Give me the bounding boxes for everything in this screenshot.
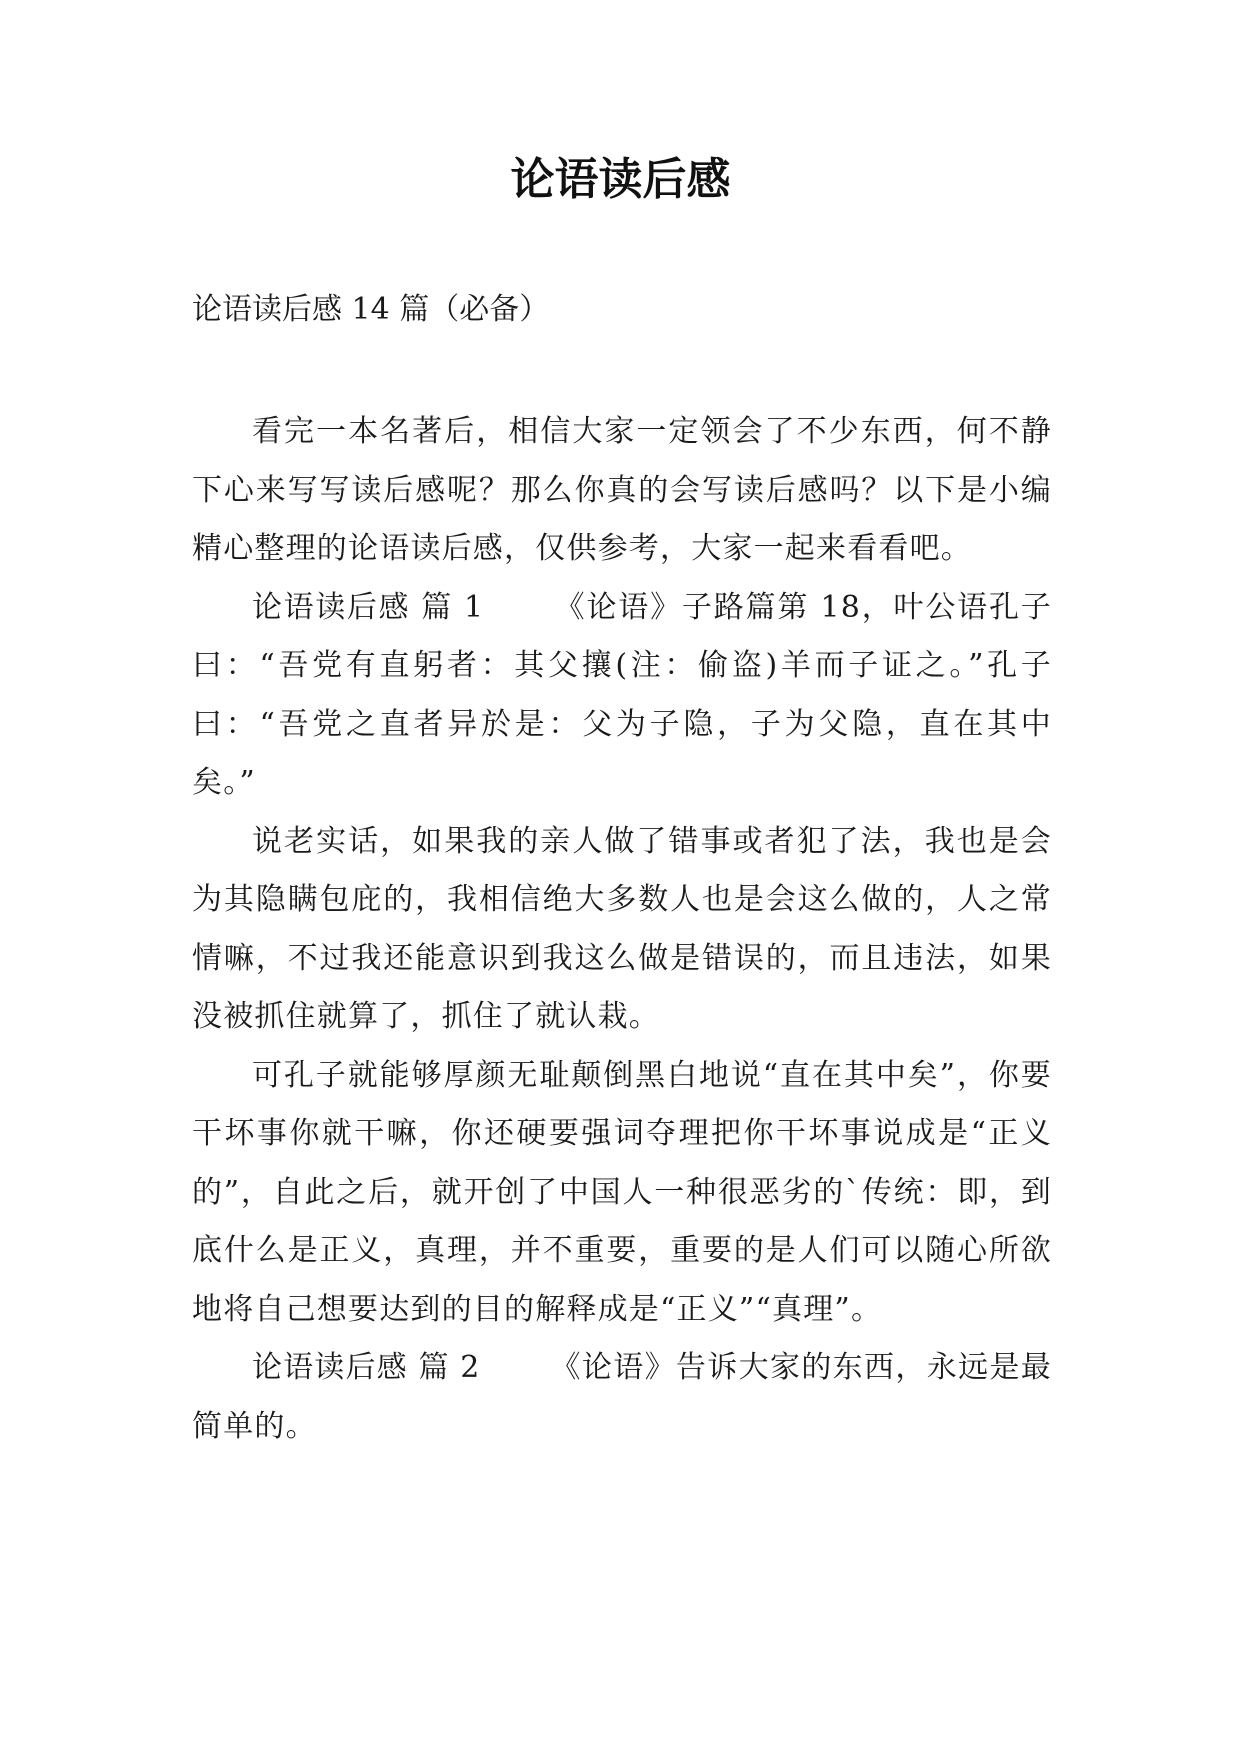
paragraph-body: [192, 1047, 1052, 1340]
paragraph-text: 《论语》子路篇第 18，叶公语孔子曰：“吾党有直躬者：其父攘(注：偷盗)羊而子证之。”孔子曰：“吾党之直者异於是：父为子隐，子为父隐，直在其中矣。”: [192, 589, 1052, 800]
paragraph-intro: [192, 403, 1052, 579]
paragraph-text: 说老实话，如果我的亲人做了错事或者犯了法，我也是会为其隐瞒包庇的，我相信绝大多数人也是会这么做的，人之常情嘛，不过我还能意识到我这么做是错误的，而且违法，如果没被抓住就算了，抓住了就认栽。: [192, 823, 1052, 1034]
section-heading: 论语读后感 篇 2: [252, 1350, 481, 1385]
document-subtitle: 论语读后感 14 篇（必备）: [192, 292, 550, 327]
document-title: 论语读后感: [510, 154, 731, 205]
paragraph-section-2: [192, 1339, 1052, 1456]
paragraph-section-1: [192, 579, 1052, 813]
paragraph-text: 看完一本名著后，相信大家一定领会了不少东西，何不静下心来写写读后感呢？那么你真的会写读后感吗？以下是小编精心整理的论语读后感，仅供参考，大家一起来看看吧。: [192, 414, 1052, 566]
paragraph-text: 《论语》告诉大家的东西，永远是最简单的。: [192, 1350, 1052, 1444]
paragraph-text: 可孔子就能够厚颜无耻颠倒黑白地说“直在其中矣”，你要干坏事你就干嘛，你还硬要强词夺理把你干坏事说成是“正义的”，自此之后，就开创了中国人一种很恶劣的`传统：即，到底什么是正义，真理，并不重要，重要的是人们可以随心所欲地将自己想要达到的目的解释成是“正义”“真理”。: [192, 1057, 1052, 1327]
paragraph-body: [192, 813, 1052, 1047]
document-body: [192, 403, 1052, 1456]
section-heading: 论语读后感 篇 1: [252, 589, 485, 625]
